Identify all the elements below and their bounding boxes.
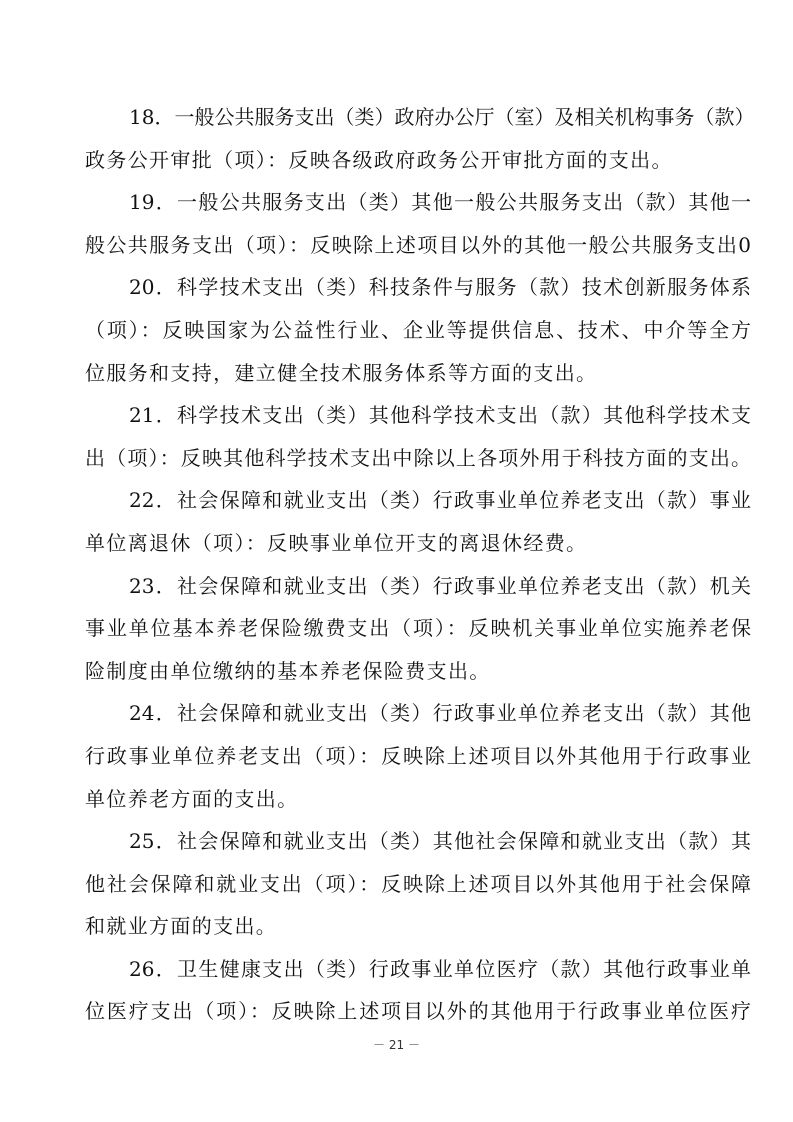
page-number: － 21 － [373, 1038, 420, 1052]
document-body [85, 96, 755, 1033]
paragraph-line: 行政事业单位养老支出（项）：反映除上述项目以外其他用于行政事业 [85, 743, 751, 768]
paragraph-24 [85, 692, 751, 820]
paragraph-line: 他社会保障和就业支出（项）：反映除上述项目以外其他用于社会保障 [85, 871, 751, 896]
paragraph-line: 20．科学技术支出（类）科技条件与服务（款）技术创新服务体系 [129, 275, 751, 300]
paragraph-22 [85, 479, 751, 564]
paragraph-18 [85, 96, 755, 181]
paragraph-26 [85, 948, 751, 1033]
paragraph-20 [85, 266, 751, 394]
paragraph-line: 21．科学技术支出（类）其他科学技术支出（款）其他科学技术支 [129, 403, 751, 428]
paragraph-line: 19．一般公共服务支出（类）其他一般公共服务支出（款）其他一 [129, 190, 751, 215]
paragraph-line: 位医疗支出（项）：反映除上述项目以外的其他用于行政事业单位医疗 [85, 999, 751, 1024]
paragraph-line: 单位离退休（项）：反映事业单位开支的离退休经费。 [85, 530, 588, 555]
paragraph-line: 25．社会保障和就业支出（类）其他社会保障和就业支出（款）其 [129, 829, 751, 854]
paragraph-line: 政务公开审批（项）：反映各级政府政务公开审批方面的支出。 [85, 147, 673, 172]
paragraph-line: 般公共服务支出（项）：反映除上述项目以外的其他一般公共服务支出0 [85, 232, 751, 257]
paragraph-line: 24．社会保障和就业支出（类）行政事业单位养老支出（款）其他 [129, 701, 751, 726]
paragraph-line: 出（项）：反映其他科学技术支出中除以上各项外用于科技方面的支出。 [85, 445, 751, 470]
paragraph-line: 18．一般公共服务支出（类）政府办公厅（室）及相关机构事务（款） [129, 105, 755, 129]
paragraph-line: 26．卫生健康支出（类）行政事业单位医疗（款）其他行政事业单 [129, 956, 751, 981]
paragraph-line: 单位养老方面的支出。 [85, 786, 299, 811]
paragraph-line: 和就业方面的支出。 [85, 914, 278, 939]
paragraph-line: 险制度由单位缴纳的基本养老保险费支出。 [85, 658, 491, 683]
paragraph-line: 23．社会保障和就业支出（类）行政事业单位养老支出（款）机关 [129, 573, 751, 598]
paragraph-line: 位服务和支持，建立健全技术服务体系等方面的支出。 [85, 360, 598, 385]
paragraph-19 [85, 181, 751, 266]
paragraph-line: 事业单位基本养老保险缴费支出（项）：反映机关事业单位实施养老保 [85, 616, 751, 641]
paragraph-23 [85, 565, 751, 693]
paragraph-21 [85, 394, 751, 479]
paragraph-line: （项）：反映国家为公益性行业、企业等提供信息、技术、中介等全方 [85, 317, 751, 342]
paragraph-line: 22．社会保障和就业支出（类）行政事业单位养老支出（款）事业 [129, 488, 751, 513]
paragraph-25 [85, 820, 751, 948]
